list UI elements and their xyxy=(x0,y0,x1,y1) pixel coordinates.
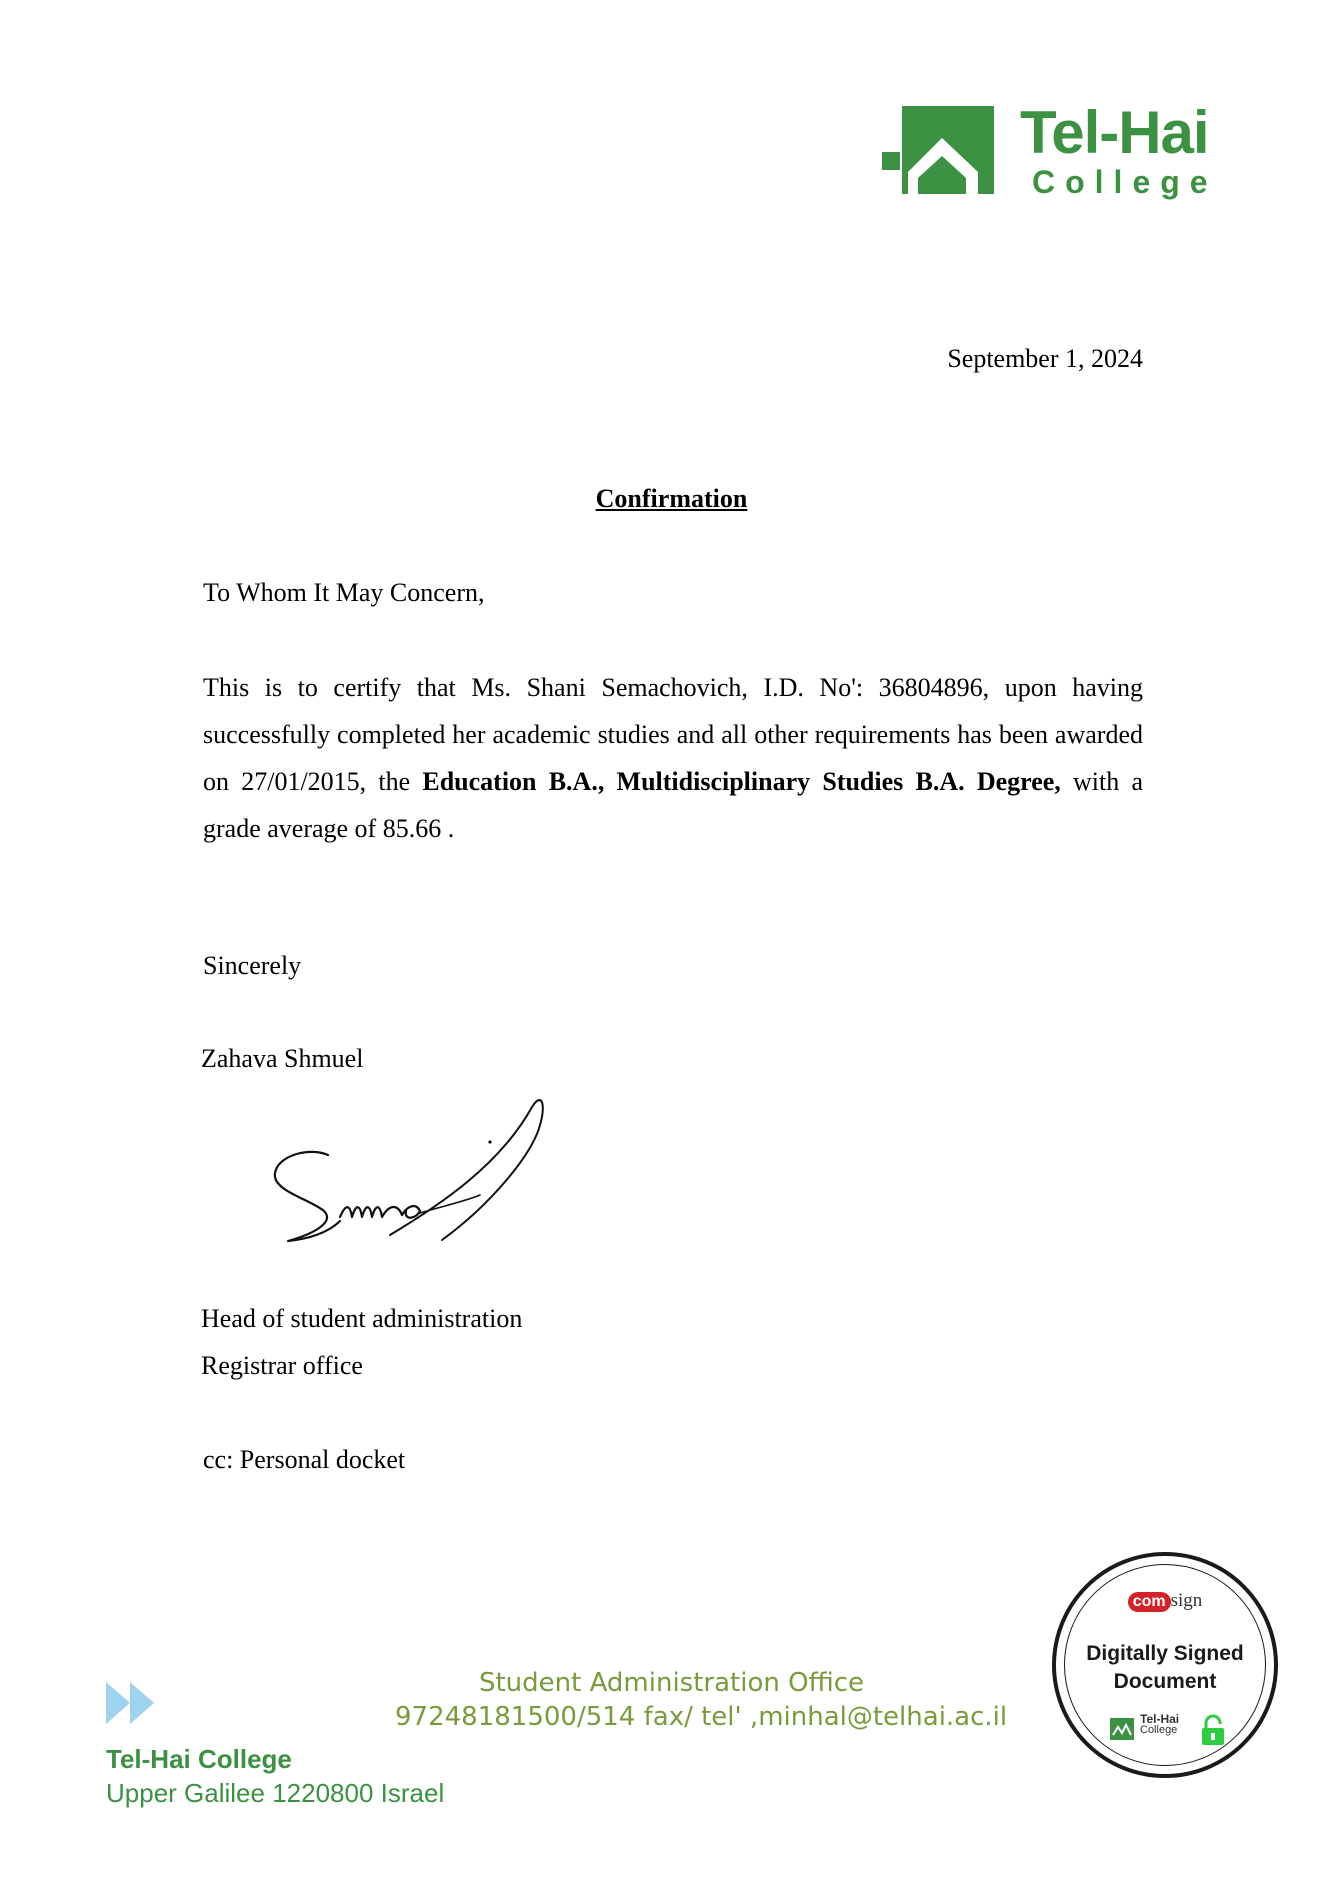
letter-title xyxy=(0,484,1343,514)
stamp-line-1: Digitally Signed xyxy=(1086,1642,1244,1665)
comsign-com: com xyxy=(1128,1592,1171,1612)
stamp-logo-name: Tel-Hai xyxy=(1140,1712,1180,1726)
stamp-logo-text xyxy=(1140,1714,1179,1736)
signer-office: Registrar office xyxy=(201,1351,363,1380)
stamp-line-2: Document xyxy=(1113,1670,1217,1693)
lock-icon xyxy=(1200,1714,1226,1746)
letter-body xyxy=(203,664,1143,852)
signer-role: Head of student administration xyxy=(201,1304,523,1333)
stamp-label xyxy=(1056,1640,1274,1696)
body-intro: This is to certify that Ms. Shani Semachovich, I.D. No': 36804896, upon having successfully completed her academic studies and all other requirements has been awarded on 27/01/2015, the xyxy=(203,673,1143,796)
digital-signature-stamp xyxy=(1052,1552,1278,1778)
house-logo-icon xyxy=(882,106,1012,202)
signer-name: Zahava Shmuel xyxy=(201,1044,364,1073)
cc-line: cc: Personal docket xyxy=(203,1445,406,1474)
comsign-sign: sign xyxy=(1170,1590,1203,1611)
logo-subtitle: College xyxy=(1032,164,1218,200)
comsign-logo xyxy=(1056,1590,1274,1612)
degree-name: Education B.A., Multidisciplinary Studies B.A. Degree, xyxy=(422,767,1061,796)
body-outro: with a grade average of 85.66 . xyxy=(203,767,1143,843)
handwritten-signature xyxy=(270,1095,560,1265)
stamp-logo-sub: College xyxy=(1140,1724,1178,1736)
letter-date: September 1, 2024 xyxy=(947,344,1143,373)
footer-contact: 97248181500/514 fax/ tel' ,minhal@telhai.ac.il xyxy=(395,1702,1008,1732)
tel-hai-mini-logo-icon xyxy=(1110,1718,1134,1740)
logo-title: Tel-Hai xyxy=(1020,99,1209,166)
footer-office: Student Administration Office xyxy=(478,1668,865,1698)
letter-title-text: Confirmation xyxy=(595,484,748,513)
letter-greeting: To Whom It May Concern, xyxy=(203,578,485,607)
footer-college: Tel-Hai College xyxy=(106,1744,292,1774)
footer-address: Upper Galilee 1220800 Israel xyxy=(106,1778,445,1808)
tel-hai-logo xyxy=(882,99,1242,206)
stamp-footer xyxy=(1110,1714,1230,1746)
closing: Sincerely xyxy=(203,951,302,980)
